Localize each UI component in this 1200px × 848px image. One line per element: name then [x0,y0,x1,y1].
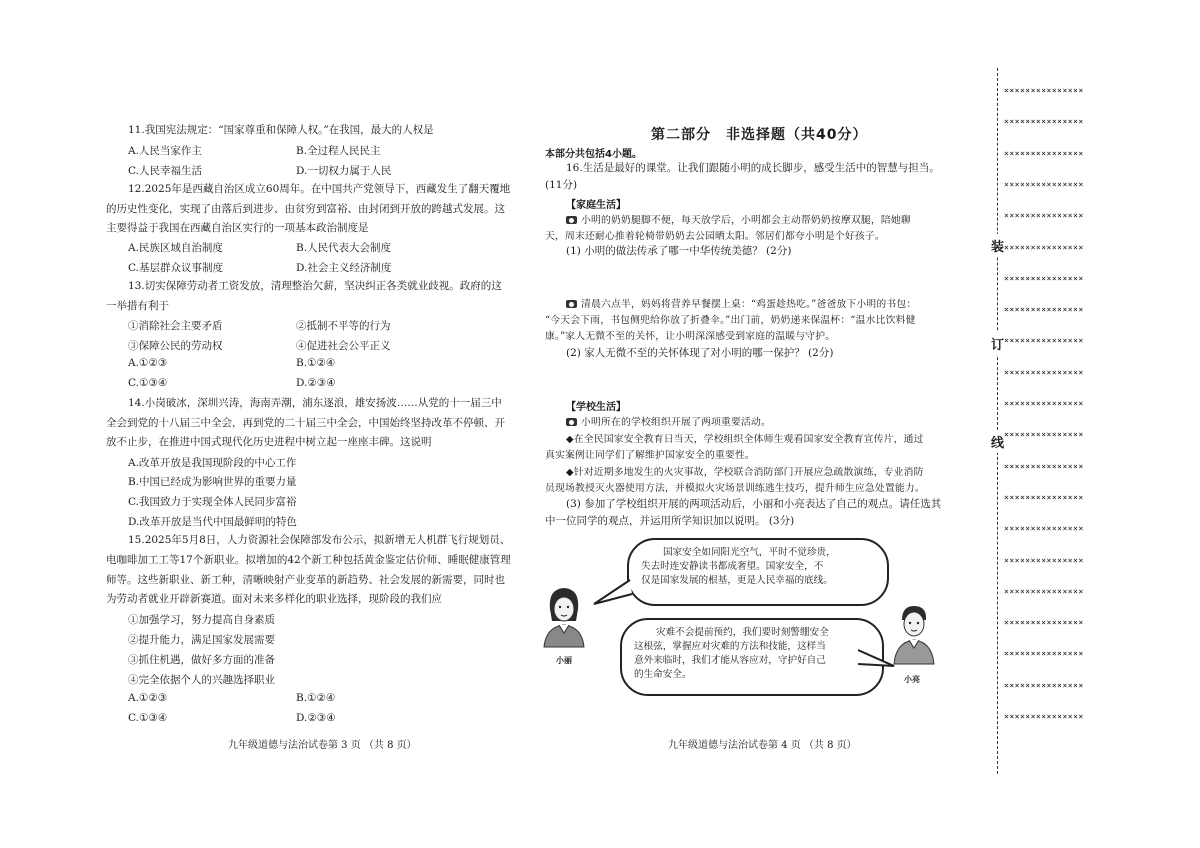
part-note: 本部分共包括4小题。 [545,149,642,160]
bubble-xiaoli-line2: 失去时连安静读书都成奢望。国家安全，不 [641,561,824,572]
camera-icon [566,418,577,426]
home-text1-line1 [566,212,911,226]
binding-x-row: ××××××××××××××× [1004,399,1084,408]
binding-x-row: ××××××××××××××× [1004,211,1084,221]
school-bullet2-line2: 员现场教授灭火器使用方法，并模拟火灾场景训练逃生技巧，提升师生应急处置能力。 [545,483,925,494]
speech-bubble-xiaoli [627,538,889,606]
bubble-xiaoliang-line4: 的生命安全。 [634,669,692,680]
q12-option-c[interactable]: C.基层群众议事制度 [128,262,223,274]
home-text2-line2: “今天会下雨，书包侧兜给你放了折叠伞。”出门前，奶奶递来保温杯：“温水比饮料健 [545,315,916,326]
home-text2-line1 [566,296,916,310]
binding-x-row: ××××××××××××××× [1004,680,1084,690]
binding-char-zhuang: 装 [991,234,1004,257]
binding-x-row: ××××××××××××××× [1004,524,1084,534]
q15-option-c[interactable]: C.①③④ [128,712,168,724]
camera-icon [566,216,577,224]
binding-x-row: ××××××××××××××× [1004,492,1084,502]
binding-x-row: ××××××××××××××× [1004,712,1084,721]
bubble-xiaoli-line3: 仅是国家发展的根基，更是人民幸福的底线。 [641,575,833,586]
binding-x-row: ××××××××××××××× [1004,618,1084,628]
q13-option-b[interactable]: B.①②④ [296,357,336,369]
school-text0-text: 小明所在的学校组织开展了两项重要活动。 [581,417,771,428]
q11-option-b[interactable]: B.全过程人民民主 [296,145,381,157]
q14-option-c[interactable]: C.我国致力于实现全体人民同步富裕 [128,496,297,508]
binding-x-row: ××××××××××××××× [1004,117,1084,127]
q15-item-4: ④完全依据个人的兴趣选择职业 [128,674,275,686]
q12-option-b[interactable]: B.人民代表大会制度 [296,242,392,254]
boy-figure-xiaoliang [890,602,938,672]
school-bullet2-line1: ◆针对近期多地发生的火灾事故，学校联合消防部门开展应急疏散演练，专业消防 [566,467,924,478]
q11-stem: 11.我国宪法规定：“国家尊重和保障人权。”在我国，最大的人权是 [128,124,434,136]
page-footer-left: 九年级道德与法治试卷第 3 页 （共 8 页） [228,740,417,751]
girl-figure-xiaoli [540,585,588,655]
binding-char-ding: 订 [991,332,1004,355]
binding-x-row: ××××××××××××××× [1004,430,1084,440]
bubble-xiaoliang-line1: 灾难不会提前预约，我们要时刻警绷安全 [656,627,829,638]
q14-option-a[interactable]: A.改革开放是我国现阶段的中心工作 [128,457,297,469]
q15-item-1: ①加强学习，努力提高自身素质 [128,614,275,626]
q15-option-d[interactable]: D.②③④ [296,712,336,724]
q12-stem-line3: 主要得益于我国在西藏自治区实行的一项基本政治制度是 [106,222,369,234]
home-text1-line2: 天，周末还耐心推着轮椅带奶奶去公园晒太阳。邻居们都夸小明是个好孩子。 [545,231,885,242]
binding-dashed-line [997,68,998,774]
q13-item-2: ②抵制不平等的行为 [296,320,391,332]
q11-option-d[interactable]: D.一切权力属于人民 [296,165,392,177]
q11-option-a[interactable]: A.人民当家作主 [128,145,202,157]
binding-x-row: ××××××××××××××× [1004,273,1084,283]
q13-option-a[interactable]: A.①②③ [128,357,168,369]
q16-intro-line2: (11分) [545,179,578,191]
q15-option-b[interactable]: B.①②④ [296,692,336,704]
binding-x-row: ××××××××××××××× [1004,242,1084,252]
binding-x-row: ××××××××××××××× [1004,305,1084,315]
q16-2: (2) 家人无微不至的关怀体现了对小明的哪一保护？ (2分) [566,347,834,359]
binding-x-row: ××××××××××××××× [1004,367,1084,377]
binding-x-row: ××××××××××××××× [1004,649,1084,659]
section-home-heading: 【家庭生活】 [566,200,626,211]
q15-stem-line3: 师等。这些新职业、新工种，清晰映射产业变革的新趋势、社会发展的新需要，同时也 [106,574,505,586]
q15-stem-line2: 电咖啡加工工等17个新职业。拟增加的42个新工种包括黄金鉴定估价师、睡眠健康管理 [106,554,511,566]
q13-item-3: ③保障公民的劳动权 [128,340,223,352]
q15-stem-line4: 为劳动者就业开辟新赛道。面对未来多样化的职业选择，现阶段的我们应 [106,593,442,605]
part-title: 第二部分 非选择题（共40分） [651,127,868,143]
bubble-xiaoliang-line3: 意外来临时，我们才能从容应对，守护好自己 [634,655,826,666]
q16-3-line2: 中一位同学的观点，并运用所学知识加以说明。 (3分) [545,515,795,527]
section-school-heading: 【学校生活】 [566,402,626,413]
binding-x-row: ××××××××××××××× [1004,86,1084,95]
name-label-xiaoli: 小丽 [556,656,572,665]
binding-x-row: ××××××××××××××× [1004,461,1084,471]
q16-1: (1) 小明的做法传承了哪一中华传统美德？ (2分) [566,245,792,257]
binding-x-row: ××××××××××××××× [1004,586,1084,596]
q16-intro-line1: 16.生活是最好的课堂。让我们跟随小明的成长脚步，感受生活中的智慧与担当。 [566,162,940,174]
school-bullet1-line2: 真实案例让同学们了解维护国家安全的重要性。 [545,450,755,461]
home-text1-line1-text: 小明的奶奶腿脚不便，每天放学后，小明都会主动帮奶奶按摩双腿，陪她聊 [581,215,911,226]
camera-icon [566,300,577,308]
q13-item-4: ④促进社会公平正义 [296,340,391,352]
home-text2-line1-text: 清晨六点半，妈妈将营养早餐摆上桌：“鸡蛋趁热吃。”爸爸放下小明的书包： [581,299,917,310]
q13-stem-line1: 13.切实保障劳动者工资发放，清理整治欠薪，坚决纠正各类就业歧视。政府的这 [128,280,502,292]
q16-3-line1: (3) 参加了学校组织开展的两项活动后，小丽和小亮表达了自己的观点。请任选其 [566,498,942,510]
q14-option-d[interactable]: D.改革开放是当代中国最鲜明的特色 [128,516,297,528]
bubble-xiaoli-tail [592,578,634,608]
binding-x-row: ××××××××××××××× [1004,336,1084,346]
page-footer-right: 九年级道德与法治试卷第 4 页 （共 8 页） [668,740,857,751]
name-label-xiaoliang: 小亮 [904,675,920,684]
q12-stem-line1: 12.2025年是西藏自治区成立60周年。在中国共产党领导下，西藏发生了翻天覆地 [128,183,511,195]
home-text2-line3: 康。”家人无微不至的关怀，让小明深深感受到家庭的温暖与守护。 [545,331,836,342]
q14-stem-line1: 14.小岗破冰，深圳兴涛，海南弄潮，浦东逐浪，雄安扬波……从党的十一届三中 [128,397,502,409]
q12-stem-line2: 的历史性变化，实现了由落后到进步、由贫穷到富裕、由封闭到开放的跨越式发展。这 [106,203,505,215]
q15-item-2: ②提升能力，满足国家发展需要 [128,634,275,646]
school-bullet1-line1: ◆在全民国家安全教育日当天，学校组织全体师生观看国家安全教育宣传片，通过 [566,434,924,445]
binding-x-row: ××××××××××××××× [1004,179,1084,189]
q15-stem-line1: 15.2025年5月8日，人力资源社会保障部发布公示，拟新增无人机群飞行规划员、 [128,534,511,546]
q13-option-d[interactable]: D.②③④ [296,377,336,389]
binding-x-row: ××××××××××××××× [1004,555,1084,565]
bubble-xiaoliang-line2: 这根弦，掌握应对灾难的方法和技能，这样当 [634,641,826,652]
q14-stem-line3: 放不止步，在推进中国式现代化历史进程中树立起一座座丰碑。这说明 [106,436,432,448]
binding-char-xian: 线 [991,430,1004,453]
q12-option-d[interactable]: D.社会主义经济制度 [296,262,392,274]
q13-item-1: ①消除社会主要矛盾 [128,320,223,332]
q14-stem-line2: 全会到党的十八届三中全会，再到党的二十届三中全会，中国始终坚持改革不停顿、开 [106,417,505,429]
q13-stem-line2: 一举措有利于 [106,300,169,312]
q15-item-3: ③抓住机遇，做好多方面的准备 [128,654,275,666]
bubble-xiaoli-line1: 国家安全如同阳光空气，平时不觉珍贵， [663,547,836,558]
q11-option-c[interactable]: C.人民幸福生活 [128,165,202,177]
q13-option-c[interactable]: C.①③④ [128,377,168,389]
binding-x-row: ××××××××××××××× [1004,148,1084,158]
q14-option-b[interactable]: B.中国已经成为影响世界的重要力量 [128,476,297,488]
school-text0 [566,414,771,428]
q12-option-a[interactable]: A.民族区域自治制度 [128,242,223,254]
speech-bubble-xiaoliang [620,618,884,696]
q15-option-a[interactable]: A.①②③ [128,692,168,704]
